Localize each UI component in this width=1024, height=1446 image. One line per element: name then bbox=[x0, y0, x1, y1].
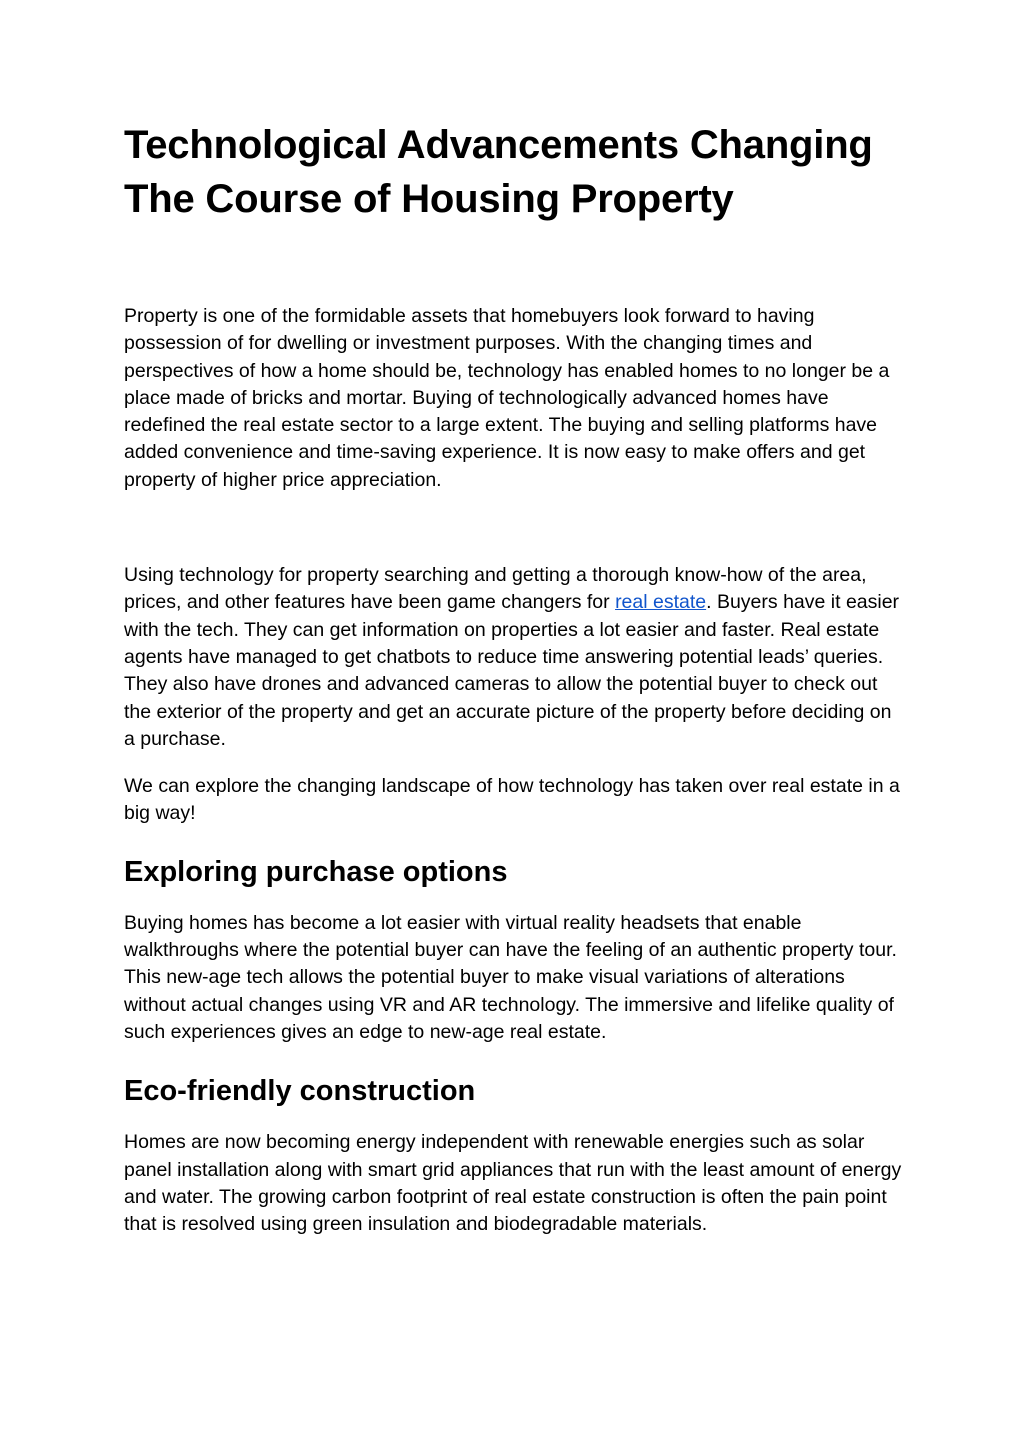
section-body-purchase-options: Buying homes has become a lot easier with virtual reality headsets that enable walkthroughs where the potential buyer can have the feeling of an authentic property tour. This new-age tech allows the potential buyer to make visual variations of alterations without actual changes using VR and AR technology. The immersive and lifelike quality of such experiences gives an edge to new-age real estate. bbox=[124, 911, 897, 1043]
real-estate-link[interactable]: real estate bbox=[615, 591, 707, 614]
technology-paragraph-text-after: . Buyers have it easier with the tech. They can get information on properties a lot easier and faster. Real estate agents have managed to get chatbots to reduce time answering potential leads’ queries. They also have drones and advanced cameras to allow the potential buyer to check out the exterior of the property and get an accurate picture of the property before deciding on a purchase. bbox=[124, 591, 900, 750]
technology-paragraph bbox=[124, 562, 904, 753]
intro-paragraph: Property is one of the formidable assets that homebuyers look forward to having possession of for dwelling or investment purposes. With the changing times and perspectives of how a home should be, technology has enabled homes to no longer be a place made of bricks and mortar. Buying of technologically advanced homes have redefined the real estate sector to a large extent. The buying and selling platforms have added convenience and time-saving experience. It is now easy to make offers and get property of higher price appreciation. bbox=[124, 305, 890, 491]
document-page bbox=[124, 118, 904, 1238]
technology-paragraph-text-before: Using technology for property searching and getting a thorough know-how of the area, prices, and other features have been game changers for bbox=[124, 564, 867, 614]
section-heading-eco-friendly: Eco-friendly construction bbox=[124, 1075, 476, 1108]
section-body-eco-friendly: Homes are now becoming energy independent with renewable energies such as solar panel installation along with smart grid appliances that run with the least amount of energy and water. The growing carbon footprint of real estate construction is often the pain point that is resolved using green insulation and biodegradable materials. bbox=[124, 1131, 902, 1236]
document-title: Technological Advancements Changing The Course of Housing Property bbox=[124, 123, 873, 221]
section-heading-purchase-options: Exploring purchase options bbox=[124, 855, 508, 888]
explore-paragraph: We can explore the changing landscape of how technology has taken over real estate in a big way! bbox=[124, 775, 900, 825]
